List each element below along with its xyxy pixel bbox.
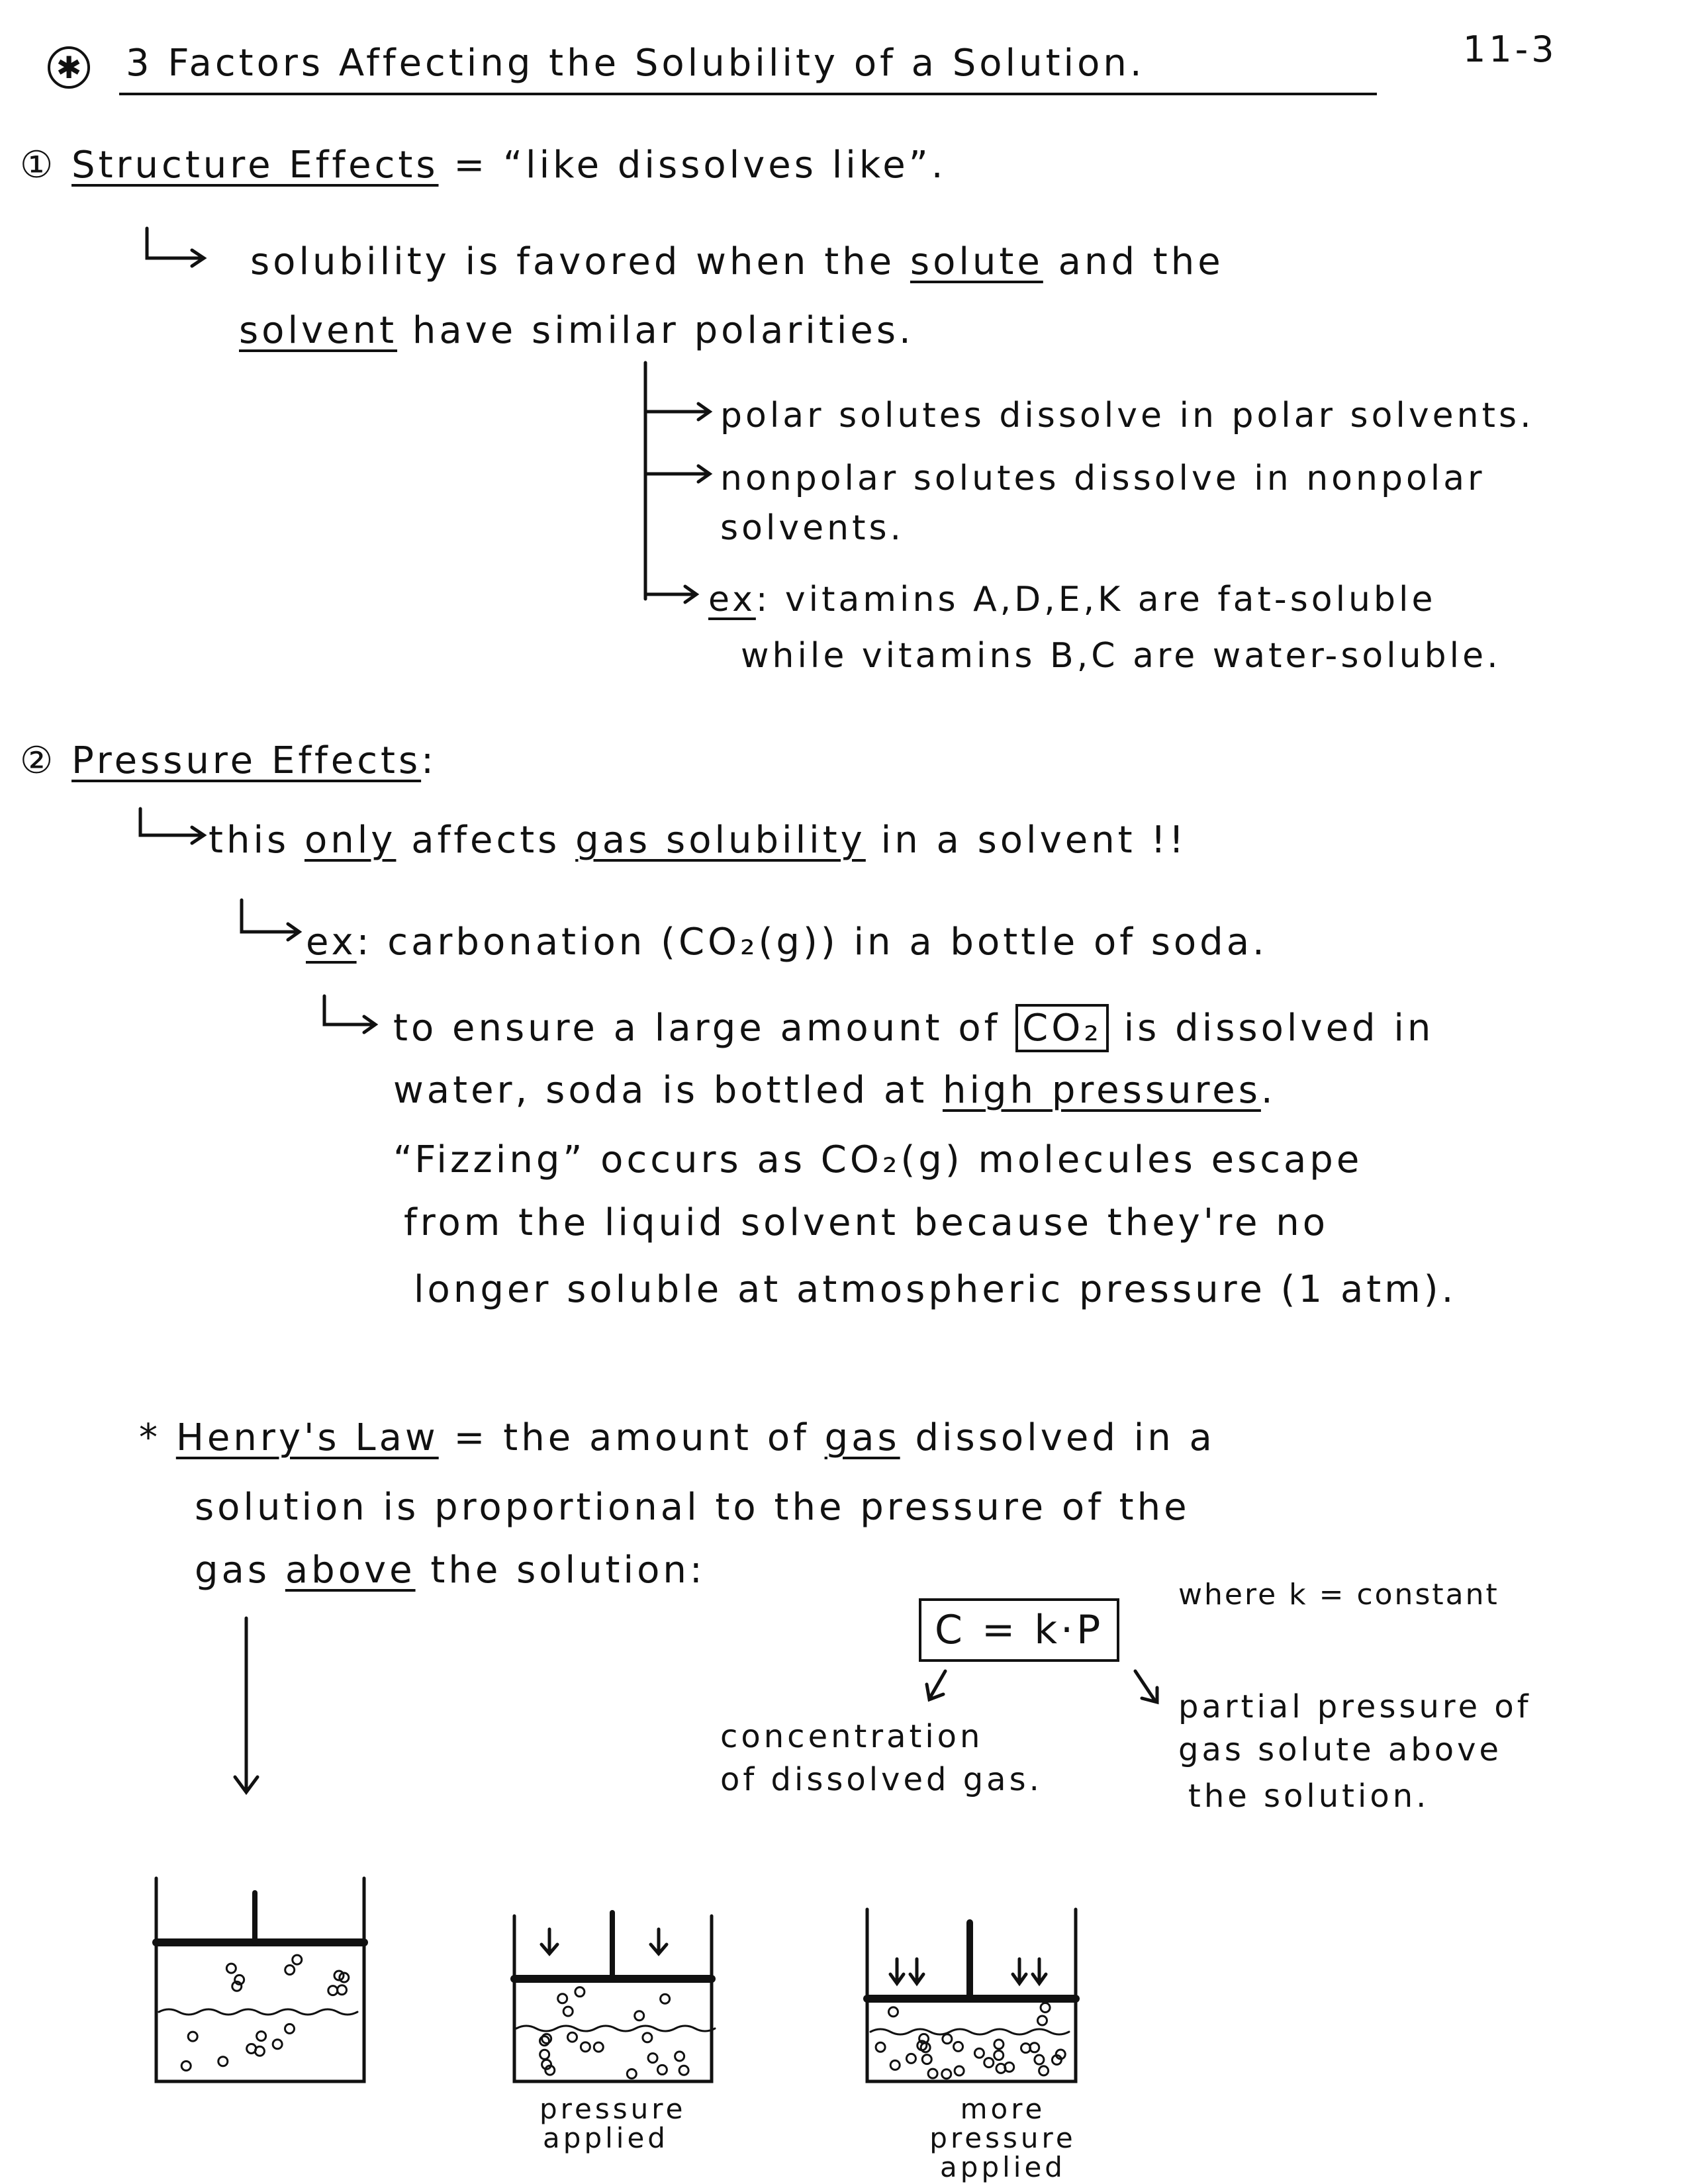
gas-bubbles [181, 1955, 1065, 2079]
underlined-text: solute [910, 240, 1043, 283]
underlined-text: Pressure Effects [71, 739, 422, 782]
text-segment: while vitamins B,C are water-soluble. [741, 636, 1501, 676]
piston-container-3 [867, 1909, 1076, 2081]
text-segment: gas [195, 1549, 285, 1592]
bubble [1038, 2016, 1047, 2025]
bubble [542, 2034, 551, 2043]
text-segment: solvents. [720, 508, 905, 548]
piston-container-1 [156, 1878, 364, 2081]
bubble [627, 2069, 636, 2078]
bubble [643, 2033, 652, 2042]
bubble [657, 2065, 667, 2074]
boxed-text: CO₂ [1015, 1004, 1109, 1052]
partial-pressure-label: the solution. [1188, 1778, 1430, 1815]
text-segment: water, soda is bottled at [393, 1069, 943, 1112]
bubble [568, 2032, 577, 2042]
bubble [273, 2040, 282, 2049]
text-segment: affects [396, 819, 576, 862]
underlined-text: Henry's Law [175, 1416, 439, 1459]
bubble [293, 1955, 302, 1964]
bubble [575, 1987, 585, 1997]
text-segment: : carbonation (CO₂(g)) in a bottle of soda. [356, 921, 1268, 964]
bubble [1035, 2055, 1044, 2064]
text-segment: in a solvent !! [865, 819, 1188, 862]
bubble [922, 2055, 931, 2064]
bubble [675, 2052, 684, 2061]
text-segment: polar solutes dissolve in polar solvents. [720, 396, 1534, 435]
underlined-text: ex [708, 580, 756, 619]
text-segment: solubility is favored when the [250, 240, 910, 283]
underlined-text: gas solubility [575, 819, 866, 862]
text-segment: this [209, 819, 305, 862]
partial-pressure-label: partial pressure of [1178, 1688, 1532, 1725]
text-segment: = “like dissolves like”. [438, 144, 947, 187]
text-segment: “Fizzing” occurs as CO₂(g) molecules escape [393, 1138, 1363, 1181]
text-segment: ② [20, 739, 72, 782]
underlined-text: high pressures [942, 1069, 1261, 1112]
bubble [257, 2031, 266, 2040]
bubble [984, 2058, 994, 2068]
star-icon: ✱ [48, 46, 90, 89]
text-segment: the solution: [415, 1549, 706, 1592]
text-segment: nonpolar solutes dissolve in nonpolar [720, 459, 1485, 498]
bubble [994, 2040, 1004, 2049]
concentration-label: of dissolved gas. [720, 1761, 1043, 1798]
bubble [648, 2054, 657, 2063]
bubble [558, 1994, 567, 2003]
bubble [942, 2070, 951, 2079]
bubble [540, 2050, 549, 2059]
text-segment: . [1260, 1069, 1276, 1112]
text-segment: to ensure a large amount of [393, 1007, 1016, 1050]
bubble [328, 1986, 338, 1995]
bubble [226, 1964, 236, 1973]
bubble [888, 2007, 898, 2017]
bubble [661, 1994, 670, 2003]
bubble [955, 2066, 964, 2075]
concentration-label: concentration [720, 1718, 984, 1755]
text-segment: have similar polarities. [397, 309, 914, 352]
text-segment: : [421, 739, 437, 782]
underlined-text: ex [306, 921, 357, 964]
bubble [679, 2066, 688, 2075]
text-segment: ① [20, 144, 72, 187]
bubble [188, 2032, 197, 2041]
pressure-applied-label: pressure applied [539, 2093, 686, 2155]
underlined-text: above [285, 1549, 416, 1592]
bubble [954, 2042, 963, 2051]
bubble [1041, 2003, 1050, 2012]
bubble [928, 2069, 937, 2078]
bubble [285, 2024, 295, 2033]
bubble [906, 2054, 915, 2063]
bubble [247, 2044, 256, 2053]
text-segment: and the [1043, 240, 1224, 283]
text-segment: * [139, 1416, 176, 1459]
partial-pressure-label: gas solute above [1178, 1731, 1503, 1768]
bubble [994, 2050, 1004, 2060]
text-segment: longer soluble at atmospheric pressure (1 atm). [414, 1268, 1457, 1311]
bubble [218, 2057, 228, 2066]
bubble [635, 2011, 644, 2021]
bubble [581, 2042, 590, 2052]
more-pressure-applied-label: more pressure applied [929, 2093, 1076, 2184]
underlined-text: solvent [239, 309, 398, 352]
arrow-icon [140, 228, 1157, 1792]
text-segment: from the liquid solvent because they're no [404, 1201, 1329, 1244]
underlined-text: gas [824, 1416, 900, 1459]
text-segment: 3 Factors Affecting the Solubility of a Solution. [126, 42, 1145, 85]
henrys-law-formula: C = k·P [919, 1598, 1119, 1662]
bubble [563, 2007, 573, 2016]
bubble [1039, 2066, 1049, 2075]
constant-note: where k = constant [1178, 1578, 1499, 1612]
underlined-text: only [304, 819, 397, 862]
bubble [338, 1985, 347, 1995]
bubble [890, 2060, 900, 2070]
bubble [285, 1965, 295, 1974]
underlined-text: Structure Effects [71, 144, 439, 187]
text-segment: : vitamins A,D,E,K are fat-soluble [755, 580, 1436, 619]
text-segment: = the amount of [438, 1416, 825, 1459]
bubble [876, 2042, 885, 2052]
bubble [943, 2034, 952, 2044]
text-segment: is dissolved in [1108, 1007, 1434, 1050]
bubble [594, 2042, 603, 2052]
text-segment: solution is proportional to the pressure of the [195, 1486, 1190, 1529]
bubble [181, 2062, 191, 2071]
text-segment: dissolved in a [900, 1416, 1215, 1459]
bubble [974, 2048, 984, 2058]
page-number: 11-3 [1463, 28, 1558, 70]
